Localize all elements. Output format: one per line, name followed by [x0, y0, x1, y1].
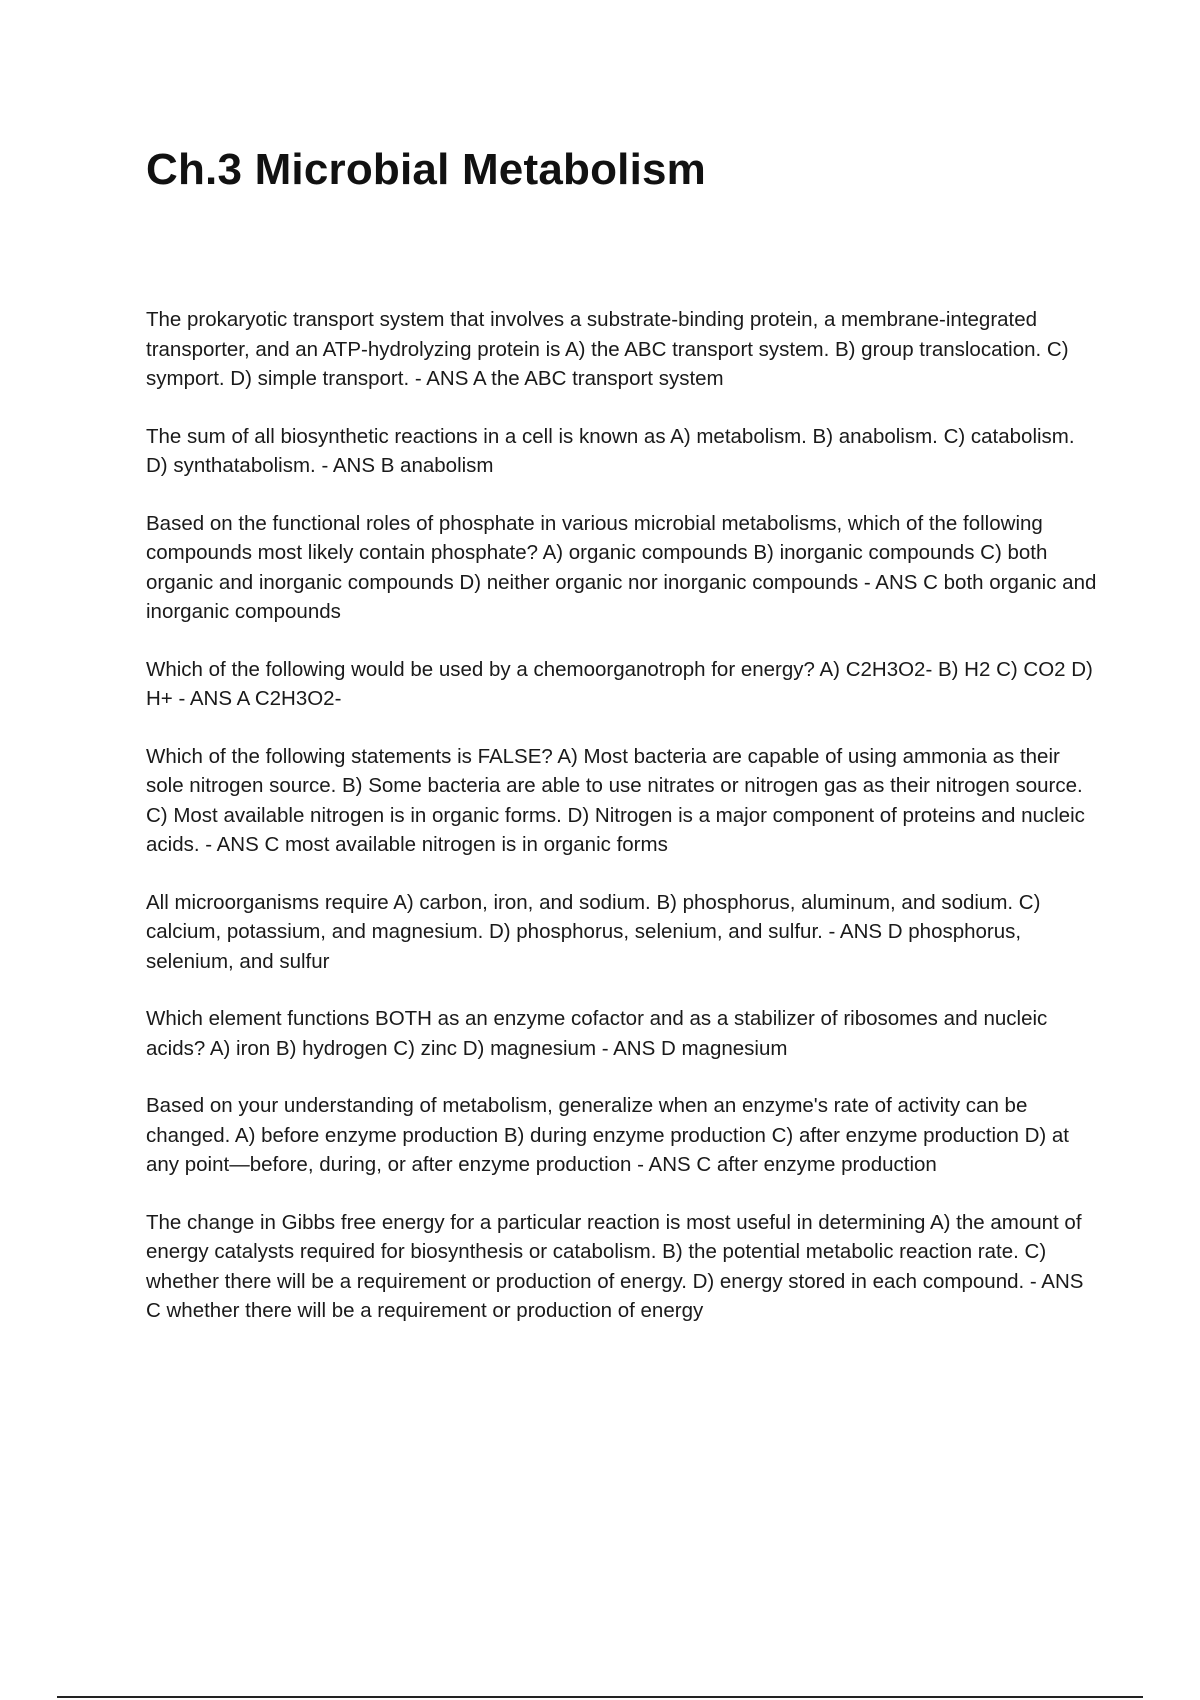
- question-item-9: The change in Gibbs free energy for a particular reaction is most useful in determining A) the amount of energy catalysts required for biosynthesis or catabolism. B) the potential metabolic reaction rate. C) whether there will be a requirement or production of energy. D) energy stored in each compound. - ANS C whether there will be a requirement or production of energy: [146, 1210, 1084, 1322]
- question-item-7: Which element functions BOTH as an enzyme cofactor and as a stabilizer of ribosomes and nucleic acids? A) iron B) hydrogen C) zinc D) magnesium - ANS D magnesium: [146, 1007, 1048, 1060]
- question-item-1: The prokaryotic transport system that involves a substrate-binding protein, a membrane-integrated transporter, and an ATP-hydrolyzing protein is A) the ABC transport system. B) group translocation. C) symport. D) simple transport. - ANS A the ABC transport system: [146, 308, 1069, 390]
- page-title: Ch.3 Microbial Metabolism: [146, 145, 706, 194]
- question-item-5: Which of the following statements is FALSE? A) Most bacteria are capable of using ammonia as their sole nitrogen source. B) Some bacteria are able to use nitrates or nitrogen gas as their nitrogen source. C) Most available nitrogen is in organic forms. D) Nitrogen is a major component of proteins and nucleic acids. - ANS C most available nitrogen is in organic forms: [146, 744, 1085, 856]
- question-item-8: Based on your understanding of metabolism, generalize when an enzyme's rate of activity can be changed. A) before enzyme production B) during enzyme production C) after enzyme production D) at any point—before, during, or after enzyme production - ANS C after enzyme production: [146, 1094, 1069, 1176]
- question-item-2: The sum of all biosynthetic reactions in a cell is known as A) metabolism. B) anabolism. C) catabolism. D) synthatabolism. - ANS B anabolism: [146, 424, 1075, 477]
- question-item-6: All microorganisms require A) carbon, iron, and sodium. B) phosphorus, aluminum, and sodium. C) calcium, potassium, and magnesium. D) phosphorus, selenium, and sulfur. - ANS D phosphorus, selenium, and sulfur: [146, 890, 1041, 973]
- footer-divider: [57, 1696, 1143, 1698]
- question-item-4: Which of the following would be used by a chemoorganotroph for energy? A) C2H3O2- B) H2 C) CO2 D) H+ - ANS A C2H3O2-: [146, 657, 1093, 710]
- question-item-3: Based on the functional roles of phosphate in various microbial metabolisms, which of the following compounds most likely contain phosphate? A) organic compounds B) inorganic compounds C) both organic and inorganic compounds D) neither organic nor inorganic compounds - ANS C both organic and inorganic compounds: [146, 511, 1097, 623]
- question-list: [146, 305, 1098, 1354]
